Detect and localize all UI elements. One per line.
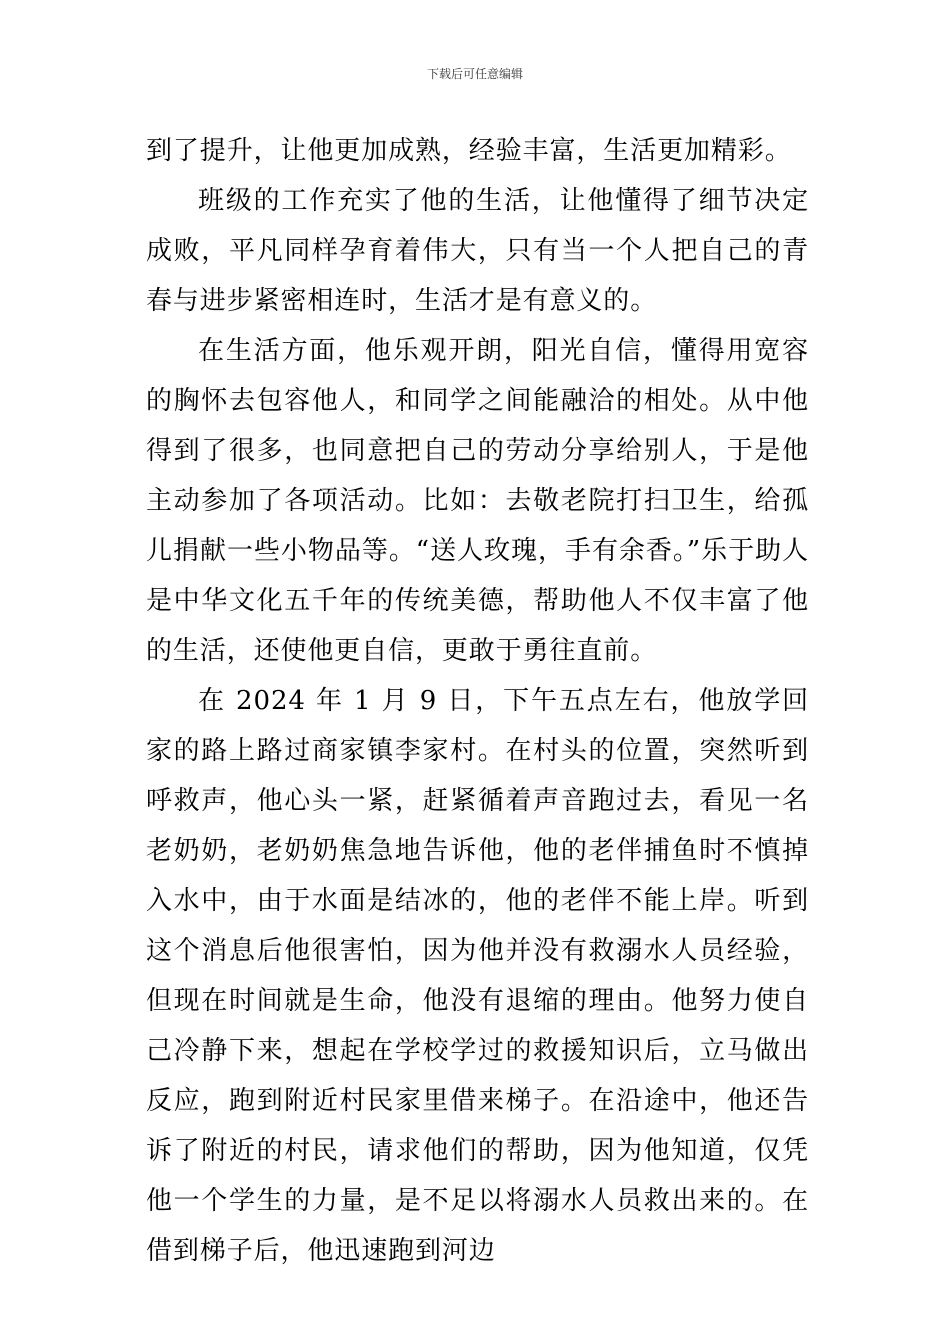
paragraph-class-work: 班级的工作充实了他的生活，让他懂得了细节决定成败，平凡同样孕育着伟大，只有当一个人把自己的青春与进步紧密相连时，生活才是有意义的。 <box>146 186 809 316</box>
paragraph-continued: 到了提升，让他更加成熟，经验丰富，生活更加精彩。 <box>146 136 792 166</box>
page-header: 下载后可任意编辑 <box>426 67 523 81</box>
paragraph-life-aspects: 在生活方面，他乐观开朗，阳光自信，懂得用宽容的胸怀去包容他人，和同学之间能融洽的相处。从中他得到了很多，也同意把自己的劳动分享给别人，于是他主动参加了各项活动。比如：去敬老院打扫卫生，给孤儿捐献一些小物品等。“送人玫瑰，手有余香。”乐于助人是中华文化五千年的传统美德，帮助他人不仅丰富了他的生活，还使他更自信，更敢于勇往直前。 <box>146 336 809 666</box>
document-body <box>146 126 809 1276</box>
paragraph-rescue-story: 在 2024 年 1 月 9 日，下午五点左右，他放学回家的路上路过商家镇李家村。在村头的位置，突然听到呼救声，他心头一紧，赶紧循着声音跑过去，看见一名老奶奶，老奶奶焦急地告诉他，他的老伴捕鱼时不慎掉入水中，由于水面是结冰的，他的老伴不能上岸。听到这个消息后他很害怕，因为他并没有救溺水人员经验，但现在时间就是生命，他没有退缩的理由。他努力使自己冷静下来，想起在学校学过的救援知识后，立马做出反应，跑到附近村民家里借来梯子。在沿途中，他还告诉了附近的村民，请求他们的帮助，因为他知道，仅凭他一个学生的力量，是不足以将溺水人员救出来的。在借到梯子后，他迅速跑到河边 <box>146 686 809 1266</box>
